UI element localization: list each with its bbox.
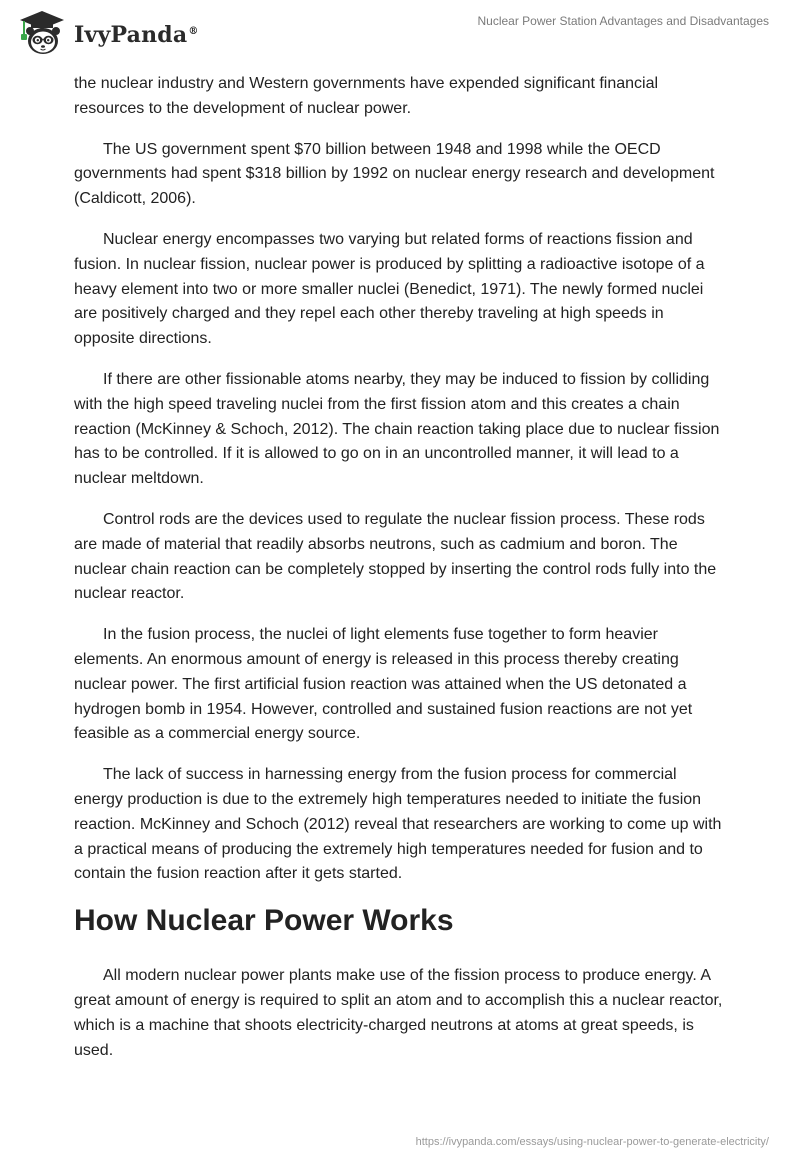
page-header [0,0,800,66]
ivypanda-logo[interactable] [16,9,199,57]
paragraph: In the fusion process, the nuclei of light elements fuse together to form heavier elements. An enormous amount of energy is released in this process thereby creating nuclear power. The first artificial fusion reaction was attained when the US detonated a hydrogen bomb in 1954. However, controlled and sustained fusion reactions are not yet feasible as a commercial energy source. [74,626,693,743]
panda-graduate-icon [16,9,68,57]
paragraph: Nuclear energy encompasses two varying but related forms of reactions fission and fusion. In nuclear fission, nuclear power is produced by splitting a radioactive isotope of a heavy element into two or more smaller nuclei (Benedict, 1971). The newly formed nuclei are positively charged and they repel each other thereby traveling at high speeds in opposite directions. [74,230,705,348]
paragraph: The US government spent $70 billion between 1948 and 1998 while the OECD governments had spent $318 billion by 1992 on nuclear energy research and development (Caldicott, 2006). [74,140,715,208]
paragraph: All modern nuclear power plants make use of the fission process to produce energy. A great amount of energy is required to split an atom and to accomplish this a nuclear reactor, which is a machine that shoots electricity-charged neutrons at atoms at great speeds, is used. [74,967,723,1059]
paragraph: The lack of success in harnessing energy from the fusion process for commercial energy production is due to the extremely high temperatures needed to initiate the fusion reaction. McKinney and Schoch (2012) reveal that researchers are working to come up with a practical means of producing the extremely high temperatures needed for fusion and to contain the fusion reaction after it gets started. [74,766,722,883]
paragraph: If there are other fissionable atoms nearby, they may be induced to fission by colliding with the high speed traveling nuclei from the first fission atom and this creates a chain reaction (McKinney & Schoch, 2012). The chain reaction taking place due to nuclear fission has to be controlled. If it is allowed to go on in an uncontrolled manner, it will lead to a nuclear meltdown. [74,370,720,488]
registered-mark: ® [188,25,199,37]
section-heading: How Nuclear Power Works [74,904,454,938]
source-url[interactable]: https://ivypanda.com/essays/using-nuclear-power-to-generate-electricity/ [415,1136,769,1148]
paragraph: Control rods are the devices used to regulate the nuclear fission process. These rods are made of material that readily absorbs neutrons, such as cadmium and boron. The nuclear chain reaction can be completely stopped by inserting the control rods fully into the nuclear reactor. [74,510,717,603]
logo-wordmark: IvyPanda® [74,22,199,48]
paragraph-continuation: the nuclear industry and Western governments have expended significant financial resources to the development of nuclear power. [74,75,659,117]
essay-body [74,72,728,1079]
document-title: Nuclear Power Station Advantages and Disadvantages [477,14,769,28]
